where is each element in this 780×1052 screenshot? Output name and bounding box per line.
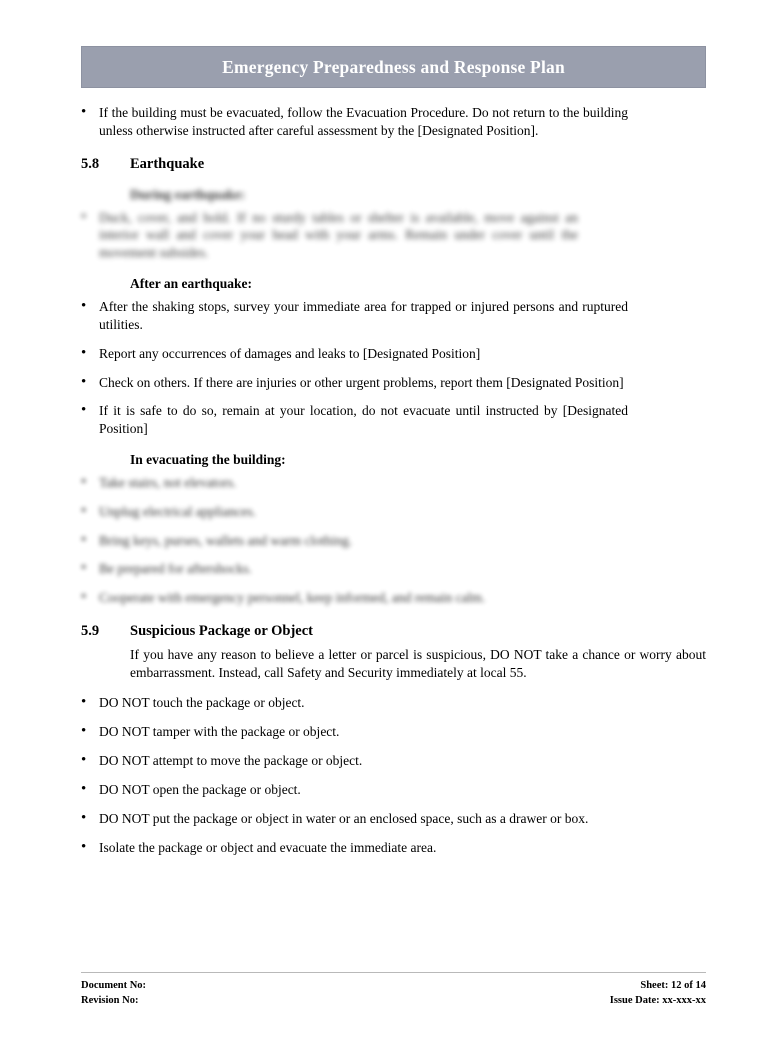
list-item: • Take stairs, not elevators. bbox=[81, 474, 578, 492]
list-item: • If the building must be evacuated, follow the Evacuation Procedure. Do not return to the building unless otherwise instructed after careful assessment by the [Designated Position]. bbox=[81, 104, 628, 140]
during-earthquake-list bbox=[81, 209, 578, 262]
section-title: Earthquake bbox=[130, 155, 205, 172]
list-item: • Cooperate with emergency personnel, keep informed, and remain calm. bbox=[81, 589, 578, 607]
list-item: • Duck, cover, and hold. If no sturdy tables or shelter is available, move against an interior wall and cover your head with your arms. Remain under cover until the movement subsides. bbox=[81, 209, 578, 262]
footer-sheet: Sheet: 12 of 14 bbox=[640, 980, 706, 991]
list-item: • Report any occurrences of damages and leaks to [Designated Position] bbox=[81, 345, 628, 363]
document-title: Emergency Preparedness and Response Plan bbox=[222, 56, 565, 77]
subheading-during-earthquake: During earthquake: bbox=[130, 186, 246, 202]
footer-issue-date: Issue Date: xx-xxx-xx bbox=[609, 995, 706, 1007]
list-item: • DO NOT open the package or object. bbox=[81, 781, 628, 799]
document-footer bbox=[81, 972, 706, 1008]
subheading-after-earthquake: After an earthquake: bbox=[130, 276, 252, 292]
top-bullet-list bbox=[81, 104, 628, 140]
subheading-in-evacuating: In evacuating the building: bbox=[130, 451, 286, 467]
section-number: 5.9 bbox=[81, 623, 100, 639]
suspicious-package-list bbox=[81, 694, 628, 856]
list-item: • Check on others. If there are injuries or other urgent problems, report them [Designated Position] bbox=[81, 374, 628, 392]
list-item: • Unplug electrical appliances. bbox=[81, 503, 578, 521]
list-item: • DO NOT put the package or object in water or an enclosed space, such as a drawer or box. bbox=[81, 810, 628, 828]
list-item: • Be prepared for aftershocks. bbox=[81, 560, 578, 578]
footer-revision-no: Revision No: bbox=[81, 995, 139, 1007]
section-heading-5-9 bbox=[81, 623, 706, 640]
document-content bbox=[81, 104, 706, 867]
evacuating-building-list bbox=[81, 474, 578, 607]
footer-left-block bbox=[81, 978, 146, 1008]
footer-right-block bbox=[610, 978, 706, 1008]
list-item: • Isolate the package or object and evacuate the immediate area. bbox=[81, 839, 628, 857]
document-header-banner bbox=[81, 46, 706, 88]
after-earthquake-list bbox=[81, 298, 628, 438]
section-number: 5.8 bbox=[81, 155, 100, 172]
list-item: • DO NOT tamper with the package or object. bbox=[81, 723, 628, 741]
list-item: • DO NOT touch the package or object. bbox=[81, 694, 628, 712]
section-heading-5-8 bbox=[81, 156, 706, 173]
section-title: Suspicious Package or Object bbox=[130, 623, 313, 639]
list-item: • Bring keys, purses, wallets and warm clothing. bbox=[81, 532, 578, 550]
footer-document-no: Document No: bbox=[81, 980, 147, 991]
section-intro-paragraph: If you have any reason to believe a letter or parcel is suspicious, DO NOT take a chance or worry about embarrassment. Instead, call Safety and Security immediately at local 55. bbox=[130, 647, 706, 681]
list-item: • After the shaking stops, survey your immediate area for trapped or injured persons and ruptured utilities. bbox=[81, 298, 628, 334]
list-item: • DO NOT attempt to move the package or object. bbox=[81, 752, 628, 770]
list-item: • If it is safe to do so, remain at your location, do not evacuate until instructed by [Designated Position] bbox=[81, 402, 628, 438]
